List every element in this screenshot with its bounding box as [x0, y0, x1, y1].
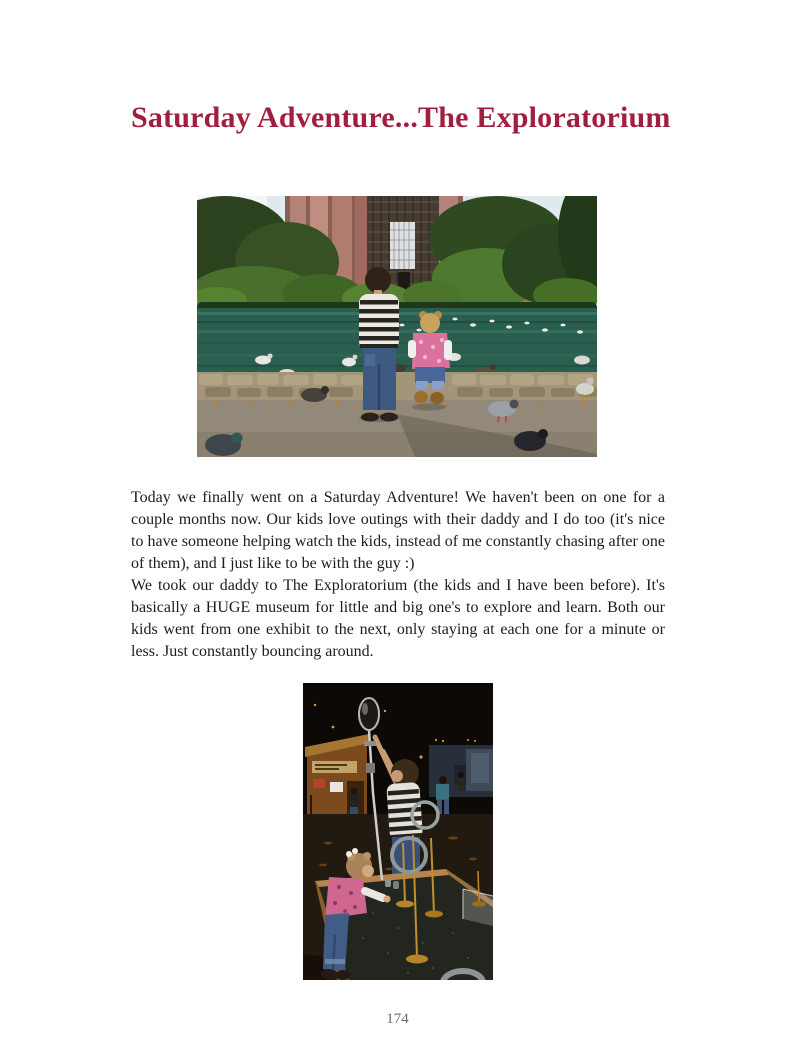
photo-lagoon — [197, 196, 597, 457]
photo-lagoon-illustration — [197, 196, 597, 457]
paragraph-2: We took our daddy to The Exploratorium (the kids and I have been before). It's basically a HUGE museum for little and big one's to explore and learn. Both our kids went from one exhibit to the next, only staying at each one for a minute or less. Just constantly bouncing around. — [131, 577, 665, 660]
post-title: Saturday Adventure...The Exploratorium — [131, 101, 671, 134]
photo-exploratorium — [303, 683, 493, 980]
post-body — [131, 487, 665, 663]
paragraph-1: Today we finally went on a Saturday Adventure! We haven't been on one for a couple months now. Our kids love outings with their daddy and I do too (it's nice to have someone helping watch the kids, instead of me constantly chasing after one of them), and I just like to be with the guy :) — [131, 489, 665, 572]
photo-exploratorium-illustration — [303, 683, 493, 980]
page-number: 174 — [386, 1011, 409, 1027]
